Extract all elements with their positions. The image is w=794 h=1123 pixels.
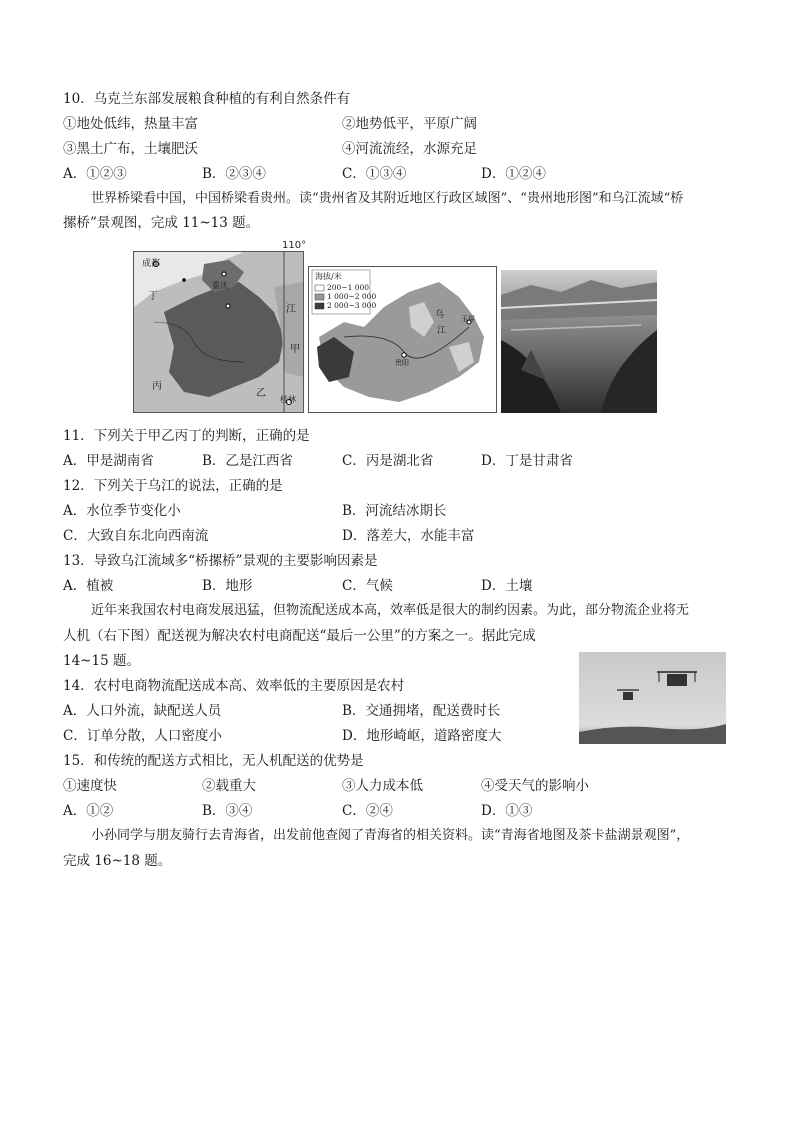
q10-statement-2: ②地势低平，平原广阔 (342, 116, 477, 132)
q10-statement-4: ④河流流经，水源充足 (342, 141, 477, 157)
label-wu: 乌 (435, 310, 445, 320)
q12-stem: 12．下列关于乌江的说法，正确的是 (63, 478, 283, 494)
q15-choice-d: D．①③ (481, 803, 533, 819)
q12-choice-a: A．水位季节变化小 (63, 503, 181, 519)
intro-14-15-line2: 人机（右下图）配送视为解决农村电商配送“最后一公里”的方案之一。据此完成 (63, 628, 536, 644)
q15-choice-b: B．③④ (202, 803, 253, 819)
q13-stem: 13．导致乌江流域多“桥摞桥”景观的主要影响因素是 (63, 553, 378, 569)
intro-14-15-line1: 近年来我国农村电商发展迅猛，但物流配送成本高，效率低是很大的制约因素。为此，部分物流企业将无 (91, 603, 690, 618)
label-chongqing: 重庆 (212, 281, 228, 290)
q15-item-3: ③人力成本低 (342, 778, 423, 794)
q10-choice-a: A．①②③ (63, 166, 127, 182)
q13-choice-c: C．气候 (342, 578, 393, 594)
label-jiang-2: 江 (437, 326, 447, 336)
q13-choice-d: D．土壤 (481, 578, 533, 594)
q11-choice-b: B．乙是江西省 (202, 453, 293, 469)
drone-delivery-photo (579, 652, 726, 744)
intro-11-13-line1: 世界桥梁看中国，中国桥梁看贵州。读“贵州省及其附近地区行政区域图”、“贵州地形图”和乌江流域“桥 (91, 191, 684, 206)
intro-14-15-line3: 14~15 题。 (63, 653, 140, 669)
q15-stem: 15．和传统的配送方式相比，无人机配送的优势是 (63, 753, 364, 769)
q10-choice-b: B．②③④ (202, 166, 266, 182)
q14-choice-d: D．地形崎岖，道路密度大 (342, 728, 502, 744)
q14-stem: 14．农村电商物流配送成本高、效率低的主要原因是农村 (63, 678, 405, 694)
intro-16-18-line1: 小孙同学与朋友骑行去青海省，出发前他查阅了青海省的相关资料。读“青海省地图及茶卡盐湖景观图”， (91, 828, 690, 843)
q10-choice-c: C．①③④ (342, 166, 407, 182)
label-ding: 丁 (148, 291, 158, 302)
intro-16-18-line2: 完成 16~18 题。 (63, 853, 172, 869)
q12-choice-d: D．落差大，水能丰富 (342, 528, 475, 544)
q15-item-4: ④受天气的影响小 (481, 778, 589, 794)
legend-item-2: 1 000~2 000 (327, 292, 377, 301)
q13-choice-a: A．植被 (63, 578, 114, 594)
q13-choice-b: B．地形 (202, 578, 253, 594)
legend-item-3: 2 000~3 000 (327, 301, 377, 310)
label-chengdu: 成都 (142, 259, 161, 269)
legend-swatch-1 (315, 285, 324, 291)
label-yuping: 玉屏 (461, 315, 475, 323)
q11-stem: 11．下列关于甲乙丙丁的判断，正确的是 (63, 428, 310, 444)
q12-choice-c: C．大致自东北向西南流 (63, 528, 209, 544)
label-jiang: 江 (286, 304, 296, 315)
q15-item-1: ①速度快 (63, 778, 117, 794)
q11-choice-c: C．丙是湖北省 (342, 453, 434, 469)
label-bing: 丙 (152, 381, 162, 392)
q15-choice-a: A．①② (63, 803, 114, 819)
q10-stem: 10．乌克兰东部发展粮食种植的有利自然条件有 (63, 91, 351, 107)
legend-swatch-3 (315, 303, 324, 309)
q15-item-2: ②载重大 (202, 778, 256, 794)
intro-11-13-line2: 摞桥”景观图，完成 11~13 题。 (63, 215, 260, 231)
q10-choice-d: D．①②④ (481, 166, 546, 182)
q10-statement-1: ①地处低纬，热量丰富 (63, 116, 198, 132)
q14-choice-a: A．人口外流，缺配送人员 (63, 703, 222, 719)
label-guilin: 桂林 (280, 395, 296, 404)
legend-title: 海拔/米 (315, 272, 342, 281)
q11-choice-a: A．甲是湖南省 (63, 453, 154, 469)
q14-choice-b: B．交通拥堵，配送费时长 (342, 703, 501, 719)
guizhou-terrain-map (308, 266, 497, 413)
q15-choice-c: C．②④ (342, 803, 393, 819)
q11-choice-d: D．丁是甘肃省 (481, 453, 573, 469)
bridge-on-bridge-photo (501, 270, 657, 413)
guizhou-admin-map (133, 251, 304, 413)
label-meridian-110: 110° (282, 240, 307, 251)
q14-choice-c: C．订单分散，人口密度小 (63, 728, 222, 744)
label-guiyang: 贵阳 (395, 359, 409, 367)
label-jia: 甲 (290, 344, 300, 355)
q12-choice-b: B．河流结冰期长 (342, 503, 447, 519)
legend-item-1: 200~1 000 (327, 283, 370, 292)
label-yi: 乙 (256, 388, 266, 399)
q10-statement-3: ③黑土广布，土壤肥沃 (63, 141, 198, 157)
legend-swatch-2 (315, 294, 324, 300)
